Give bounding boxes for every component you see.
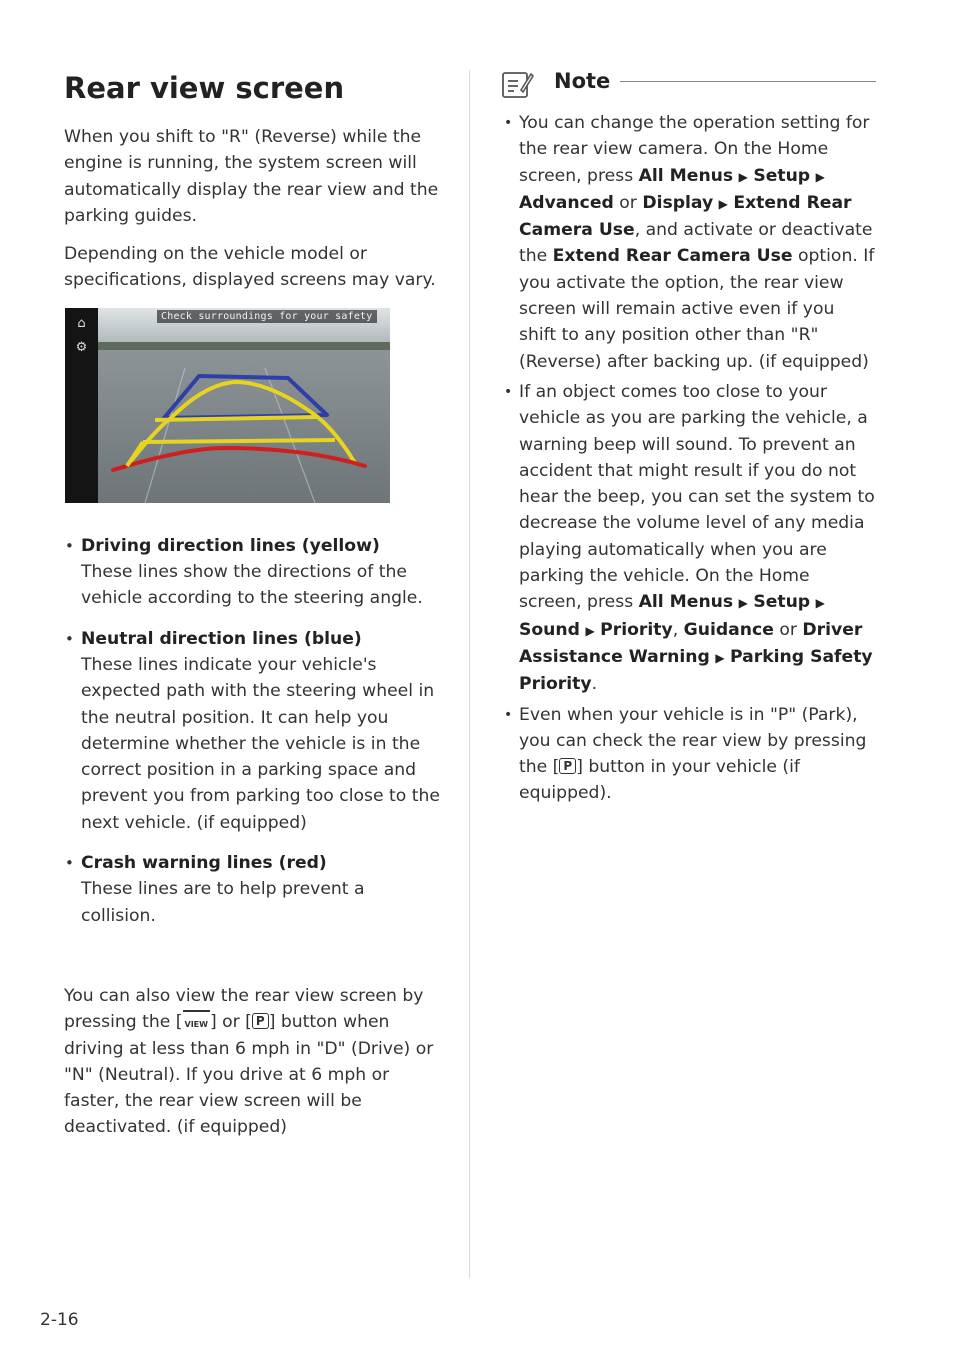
line-desc: These lines are to help prevent a collision. bbox=[81, 879, 365, 926]
line-desc: These lines show the directions of the vehicle according to the steering angle. bbox=[81, 562, 423, 609]
camera-view-graphic bbox=[65, 308, 390, 503]
list-item: • If an object comes too close to your vehicle as you are parking the vehicle, a warning beep will sound. To prevent an accident that might result if you do not hear the beep, you can set the system to decrease the volume level of any media playing automatically when you are parking the vehicle. On the Home screen, press All Menus ▶ Setup ▶ Sound ▶ Priority, Guidance or Driver Assistance Warning ▶ Parking Safety Priority. bbox=[500, 379, 876, 698]
left-column bbox=[64, 66, 444, 1153]
variation-paragraph: Depending on the vehicle model or specifications, displayed screens may vary. bbox=[64, 244, 436, 291]
line-desc: These lines indicate your vehicle's expected path with the steering wheel in the neutral position. It can help you determine whether the vehicle is in the correct position in a parking space and prevent you from parking too close to the next vehicle. (if equipped) bbox=[81, 654, 440, 833]
list-item bbox=[64, 850, 444, 929]
list-item bbox=[64, 533, 444, 612]
line-title: • Driving direction lines (yellow) bbox=[81, 535, 380, 556]
note-header bbox=[500, 66, 876, 106]
parking-button-icon: P bbox=[252, 1013, 269, 1029]
intro-paragraph: When you shift to "R" (Reverse) while the engine is running, the system screen will automatically display the rear view and the parking guides. bbox=[64, 127, 439, 226]
camera-sidebar bbox=[65, 308, 98, 503]
camera-safety-banner: Check surroundings for your safety bbox=[157, 310, 377, 323]
page-number: 2-16 bbox=[40, 1310, 79, 1330]
note-label: Note bbox=[554, 69, 611, 93]
parking-button-icon: P bbox=[559, 758, 576, 774]
also-paragraph: You can also view the rear view screen by pressing the [ VIEW ] or [ P ] button when driving at less than 6 mph in "D" (Drive) or "N" (Neutral). If you drive at 6 mph or faster, the rear view screen will be deactivated. (if equipped) bbox=[64, 985, 434, 1138]
note-list bbox=[500, 110, 876, 807]
section-title: Rear view screen bbox=[64, 71, 345, 105]
column-divider bbox=[469, 70, 470, 1278]
line-title: • Neutral direction lines (blue) bbox=[81, 628, 362, 649]
list-item: • You can change the operation setting for the rear view camera. On the Home screen, press All Menus ▶ Setup ▶ Advanced or Display ▶ Extend Rear Camera Use, and activate or deactivate the Extend Rear Camera Use option. If you activate the option, the rear view screen will remain active even if you shift to any position other than "R" (Reverse) after backing up. (if equipped) bbox=[500, 110, 876, 375]
list-item bbox=[64, 626, 444, 836]
home-icon[interactable]: ⌂ bbox=[77, 315, 86, 331]
note-rule bbox=[620, 81, 876, 82]
list-item: • Even when your vehicle is in "P" (Park), you can check the rear view by pressing the [ P ] button in your vehicle (if equipped). bbox=[500, 702, 876, 807]
note-pencil-icon bbox=[500, 68, 534, 102]
guide-line-list bbox=[64, 533, 444, 929]
view-button-icon: VIEW bbox=[183, 1010, 210, 1032]
note-column bbox=[500, 66, 876, 811]
rear-camera-image bbox=[65, 308, 390, 503]
line-title: • Crash warning lines (red) bbox=[81, 853, 327, 874]
settings-gear-icon[interactable]: ⚙ bbox=[75, 339, 88, 355]
